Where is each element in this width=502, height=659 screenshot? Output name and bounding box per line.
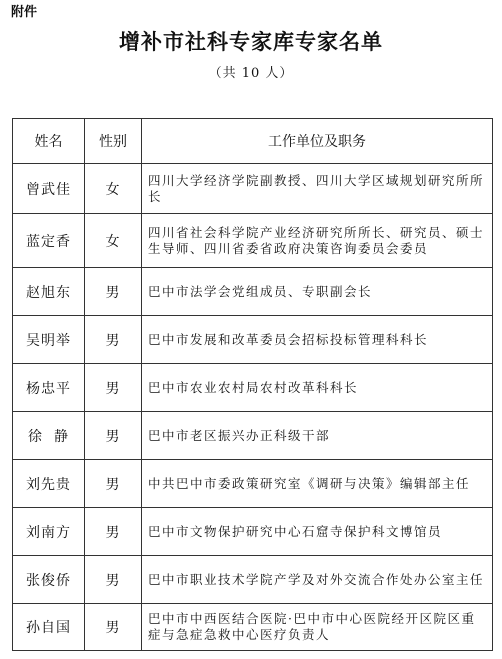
cell-name: 孙自国 — [13, 604, 85, 651]
table-row — [13, 316, 493, 364]
attachment-label: 附件 — [11, 5, 38, 20]
cell-gender: 男 — [85, 508, 142, 556]
table-row — [13, 164, 493, 214]
cell-name: 杨忠平 — [13, 364, 85, 412]
cell-gender: 女 — [85, 214, 142, 268]
cell-job: 中共巴中市委政策研究室《调研与决策》编辑部主任 — [142, 460, 493, 508]
cell-gender: 男 — [85, 556, 142, 604]
table-row — [13, 556, 493, 604]
column-header-name: 姓名 — [13, 119, 85, 164]
page-subtitle: （共 10 人） — [208, 66, 294, 81]
cell-job: 巴中市文物保护研究中心石窟寺保护科文博馆员 — [142, 508, 493, 556]
table-row — [13, 214, 493, 268]
cell-gender: 男 — [85, 412, 142, 460]
cell-gender: 男 — [85, 268, 142, 316]
column-header-job: 工作单位及职务 — [142, 119, 493, 164]
cell-name: 徐 静 — [13, 412, 85, 460]
cell-gender: 男 — [85, 364, 142, 412]
table-row — [13, 508, 493, 556]
table-row — [13, 604, 493, 651]
cell-gender: 女 — [85, 164, 142, 214]
expert-table — [12, 118, 493, 651]
cell-name: 吴明举 — [13, 316, 85, 364]
table-row — [13, 268, 493, 316]
cell-job: 四川大学经济学院副教授、四川大学区域规划研究所所长 — [142, 164, 493, 214]
table-row — [13, 412, 493, 460]
cell-job: 巴中市职业技术学院产学及对外交流合作处办公室主任 — [142, 556, 493, 604]
cell-name: 蓝定香 — [13, 214, 85, 268]
cell-job: 巴中市法学会党组成员、专职副会长 — [142, 268, 493, 316]
page-title: 增补市社科专家库专家名单 — [119, 29, 383, 54]
cell-gender: 男 — [85, 316, 142, 364]
cell-gender: 男 — [85, 460, 142, 508]
cell-job: 巴中市发展和改革委员会招标投标管理科科长 — [142, 316, 493, 364]
cell-name: 张俊侨 — [13, 556, 85, 604]
cell-name: 曾武佳 — [13, 164, 85, 214]
cell-job: 巴中市农业农村局农村改革科科长 — [142, 364, 493, 412]
cell-job: 巴中市中西医结合医院·巴中市中心医院经开区院区重症与急症急救中心医疗负责人 — [142, 604, 493, 651]
cell-job: 巴中市老区振兴办正科级干部 — [142, 412, 493, 460]
table-row — [13, 460, 493, 508]
table-row — [13, 364, 493, 412]
cell-name: 赵旭东 — [13, 268, 85, 316]
column-header-gender: 性别 — [85, 119, 142, 164]
cell-gender: 男 — [85, 604, 142, 651]
cell-job: 四川省社会科学院产业经济研究所所长、研究员、硕士生导师、四川省委省政府决策咨询委员会委员 — [142, 214, 493, 268]
cell-name: 刘南方 — [13, 508, 85, 556]
table-header-row — [13, 119, 493, 164]
cell-name: 刘先贵 — [13, 460, 85, 508]
